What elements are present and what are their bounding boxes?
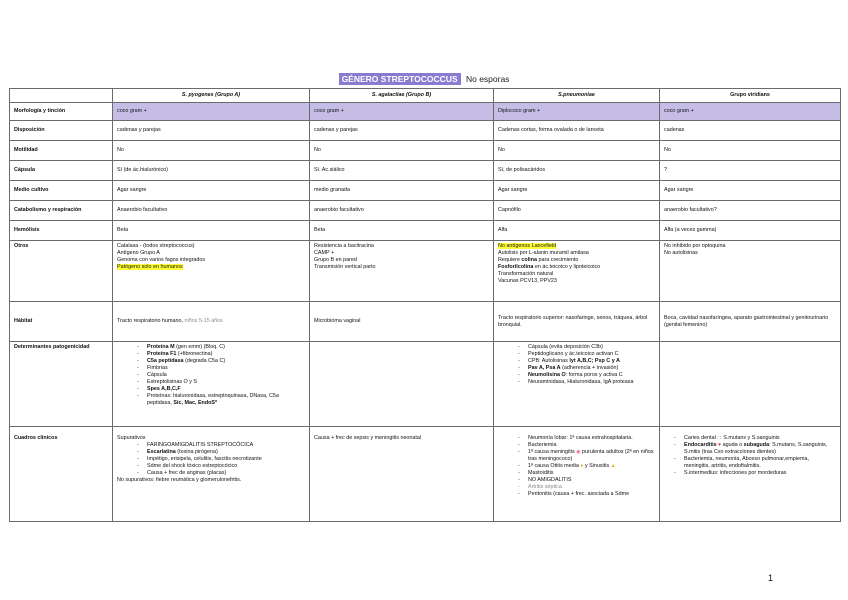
header-row: [10, 89, 841, 103]
cell: medio granada: [310, 181, 494, 201]
cell: Capnófilo: [494, 201, 660, 221]
row-label: Medio cultivo: [10, 181, 113, 201]
highlight: Patógeno solo en humanos: [117, 264, 183, 271]
cell-cuadros-pyogenes: [113, 427, 310, 522]
tooth-icon: □: [717, 435, 721, 442]
header-agalactiae: S. agalactiae (Grupo B): [310, 89, 494, 103]
cell: Sí (de ác.hialurónico): [113, 161, 310, 181]
line: Grupo B en pared: [314, 257, 357, 264]
row-label: Hábitat: [10, 302, 113, 342]
cell: Agar sangre: [494, 181, 660, 201]
header-empty: [10, 89, 113, 103]
cell: coco gram +: [660, 103, 841, 121]
list-item: - Cápsula: [117, 372, 305, 379]
line: No autolisinas: [664, 250, 698, 257]
cell: No: [310, 141, 494, 161]
line: [117, 264, 305, 271]
list-item: - Caries dental □: S.mutans y S.sanguinis: [664, 435, 836, 442]
row-determinantes: [10, 342, 841, 427]
cell: coco gram +: [310, 103, 494, 121]
list-item: - 1ª causa meningitis ◉ purulenta adultos (2ª en niños tras meningococo): [498, 449, 655, 463]
list-item: - Neumolisina O: forma poros y activa C: [498, 372, 655, 379]
cell-cuadros-agalactiae: Causa + frec de sepsis y meningitis neonatal: [310, 427, 494, 522]
cell: Alfa (a veces gamma): [660, 221, 841, 241]
cell: Boca, cavidad nasofaríngea, aparato gastrointestinal y genitourinario (genital femenino): [660, 302, 841, 342]
list-item: - Impétigo, erisipela, celulitis, fascitis necrotizante: [117, 456, 305, 463]
cell: Alfa: [494, 221, 660, 241]
header-pneumoniae: S.pneumoniae: [494, 89, 660, 103]
row-label: Cápsula: [10, 161, 113, 181]
title-note: No esporas: [465, 74, 510, 84]
cell-cuadros-pneumoniae: [494, 427, 660, 522]
page-number: 1: [768, 573, 774, 583]
streptococcus-table: [9, 88, 841, 522]
list-item: - 1ª causa Otitis media ● y Sinusitis ▲: [498, 463, 655, 470]
line: Catalasa - (todos streptococcus): [117, 243, 195, 250]
cell-determinantes-viridans: [660, 342, 841, 427]
line: CAMP +: [314, 250, 335, 257]
nose-icon: ▲: [610, 463, 616, 470]
cell-otros-pyogenes: [113, 241, 310, 302]
cell-determinantes-pneumoniae: [494, 342, 660, 427]
cell: Anaerobio facultativo: [113, 201, 310, 221]
row-label: Motilidad: [10, 141, 113, 161]
list-item: - Proteína F1 (+fibronectina): [117, 351, 305, 358]
title-block: [0, 74, 848, 84]
list-item: - Pav A, Psa A (adherencia + invasión): [498, 365, 655, 372]
list-item: - Endocarditis ♥ aguda o subaguda: S.mutans, S.sanguinis, S.mitis (tras Cxo extracciones dientes): [664, 442, 836, 456]
line: Fosforilcolina en ác.teicoico y lipoteicoico: [498, 264, 601, 271]
list-item: - Proteína M (gen emm) (Bloq. C): [117, 344, 305, 351]
cell-otros-viridans: [660, 241, 841, 302]
list-item: - Proteínas: hialuronidasa, estreptoquinasa, DNasa, C5a peptidasa, Sic, Mac, EndoS*: [117, 393, 305, 407]
row-cuadros: [10, 427, 841, 522]
list-item: - Peptidoglicano y ác.teicoico activan C: [498, 351, 655, 358]
row-label: Morfología y tinción: [10, 103, 113, 121]
row-label: Cuadros clínicos: [10, 427, 113, 522]
cell: cadenas y parejas: [310, 121, 494, 141]
list-item: - Artritis séptica: [498, 484, 655, 491]
cell: Microbioma vaginal: [310, 302, 494, 342]
cell-determinantes-pyogenes: [113, 342, 310, 427]
cell: anaerobio facultativo: [310, 201, 494, 221]
list-item: - Estreptolisinas O y S: [117, 379, 305, 386]
list-item: - NO AMIGDALITIS: [498, 477, 655, 484]
list-item: - Neumonía lobar: 1ª causa extrahospitalaria.: [498, 435, 655, 442]
list-item: - Fimbrias: [117, 365, 305, 372]
cell: Cadenas cortas, forma ovalada o de lanceta: [494, 121, 660, 141]
cell: No: [113, 141, 310, 161]
cell: No: [660, 141, 841, 161]
line: Genoma con varios fagos integrados: [117, 257, 206, 264]
line: Supurativos: [117, 435, 146, 442]
header-pyogenes: S. pyogenes (Grupo A): [113, 89, 310, 103]
list-item: - FARINGOAMIGDALITIS STREPTOCÓCICA: [117, 442, 305, 449]
list-item: - CPB: Autolisinas lyt A,B,C; Psp C y A: [498, 358, 655, 365]
cell: anaerobio facultativo?: [660, 201, 841, 221]
row-catabolismo: [10, 201, 841, 221]
row-label: Catabolismo y respiración: [10, 201, 113, 221]
cell: Beta: [310, 221, 494, 241]
list-item: - C5a peptidasa (degrada C5a C): [117, 358, 305, 365]
heart-icon: ♥: [718, 442, 722, 449]
cell: cadenas: [660, 121, 841, 141]
row-morfologia: [10, 103, 841, 121]
row-medio: [10, 181, 841, 201]
cell: cadenas y parejas: [113, 121, 310, 141]
cell: Agar sangre: [113, 181, 310, 201]
cell-otros-pneumoniae: [494, 241, 660, 302]
list-item: - Peritonitis (causa + frec. asociada a Sdme: [498, 491, 655, 498]
ear-icon: ●: [580, 463, 584, 470]
line: Transmisión vertical parto: [314, 264, 376, 271]
line: Requiere colina para crecimiento: [498, 257, 579, 264]
line: Autolisis por L-alanin muramil amilasa: [498, 250, 589, 257]
cell: Sí, de polisacáridos: [494, 161, 660, 181]
line: Resistencia a bacitracina: [314, 243, 374, 250]
row-label: Determinantes patogenicidad: [10, 342, 113, 427]
highlight: No antígenos Lancefield: [498, 243, 557, 250]
list-item: - Spes A,B,C,F: [117, 386, 305, 393]
row-habitat: [10, 302, 841, 342]
cell-determinantes-agalactiae: [310, 342, 494, 427]
cell: coco gram +: [113, 103, 310, 121]
line: No inhibido por optoquina: [664, 243, 726, 250]
cell: Beta: [113, 221, 310, 241]
cell: No: [494, 141, 660, 161]
line: Antígeno Grupo A: [117, 250, 160, 257]
row-disposicion: [10, 121, 841, 141]
row-capsula: [10, 161, 841, 181]
cell-otros-agalactiae: [310, 241, 494, 302]
list-item: - Escarlatina (toxina pirógena): [117, 449, 305, 456]
list-item: - Neuraminidasa, Hialuronidasa, IgA proteasa: [498, 379, 655, 386]
cell: Agar sangre: [660, 181, 841, 201]
brain-icon: ◉: [576, 449, 581, 456]
list-item: - Bacteriemia: [498, 442, 655, 449]
line: Transformación natural: [498, 271, 554, 278]
cell: Diplococo gram +: [494, 103, 660, 121]
line: Vacunas PCV13, PPV23: [498, 278, 557, 285]
cell: Tracto respiratorio humano, niños 5-15 años: [113, 302, 310, 342]
list-item: - Sdme del shock tóxico estreptocócico: [117, 463, 305, 470]
cell: Sí. Ac.siálico: [310, 161, 494, 181]
row-otros: [10, 241, 841, 302]
row-label: Otros: [10, 241, 113, 302]
row-motilidad: [10, 141, 841, 161]
cell: Tracto respiratorio superior: nasofaringe, senos, tráquea, árbol bronquial.: [494, 302, 660, 342]
list-item: - Cápsula (evita deposición C3b): [498, 344, 655, 351]
list-item: - Mastoiditis: [498, 470, 655, 477]
page-title: GÉNERO STREPTOCOCCUS: [339, 73, 461, 85]
header-viridans: Grupo viridians: [660, 89, 841, 103]
list-item: - S.intermedius: infecciones por mordeduras: [664, 470, 836, 477]
row-hemolisis: [10, 221, 841, 241]
line: [498, 243, 655, 250]
list-item: - Causa + frec de anginas (placas): [117, 470, 305, 477]
cell: ?: [660, 161, 841, 181]
row-label: Hemólisis: [10, 221, 113, 241]
row-label: Disposición: [10, 121, 113, 141]
cell-cuadros-viridans: [660, 427, 841, 522]
line: No supurativos: fiebre reumática y glomerulonefritis.: [117, 477, 242, 484]
list-item: - Bacteriemia, neumonía, Abceso pulmonar,empiema, meningitis, artritis, endoftalmitis.: [664, 456, 836, 470]
